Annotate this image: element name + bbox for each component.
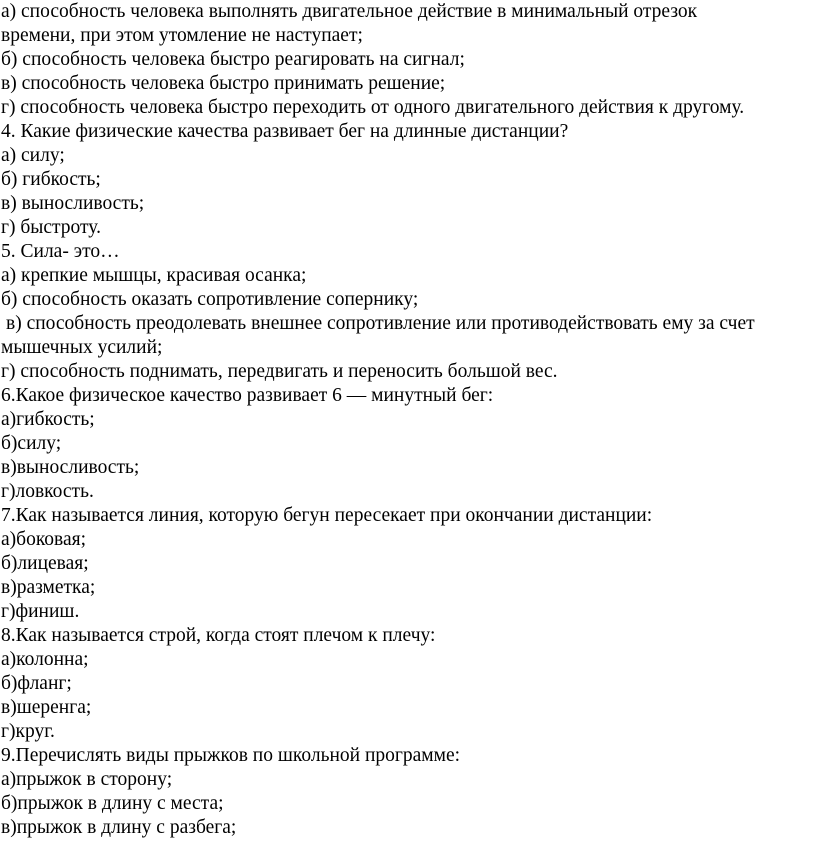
answer-option: в) выносливость; xyxy=(1,193,145,214)
answer-option: в)разметка; xyxy=(1,577,96,598)
answer-option: в)прыжок в длину с разбега; xyxy=(1,817,237,838)
answer-option: г) быстроту. xyxy=(1,217,101,238)
answer-option: б)лицевая; xyxy=(1,553,89,574)
answer-option: б)фланг; xyxy=(1,673,72,694)
question-6: 6.Какое физическое качество развивает 6 — минутный бег: xyxy=(1,385,494,406)
question-9: 9.Перечислять виды прыжков по школьной программе: xyxy=(1,745,461,766)
text-line: б) способность человека быстро реагировать на сигнал; xyxy=(1,49,465,70)
text-line: а) способность человека выполнять двигательное действие в минимальный отрезок xyxy=(1,1,698,22)
answer-option: г)финиш. xyxy=(1,601,80,622)
text-line: в) способность человека быстро принимать решение; xyxy=(1,73,446,94)
answer-option: в)выносливость; xyxy=(1,457,140,478)
text-line: г) способность человека быстро переходить от одного двигательного действия к другому. xyxy=(1,97,745,118)
question-4: 4. Какие физические качества развивает бег на длинные дистанции? xyxy=(1,121,569,142)
answer-option: а) силу; xyxy=(1,145,65,166)
answer-option: а)прыжок в сторону; xyxy=(1,769,173,790)
answer-option: а)боковая; xyxy=(1,529,87,550)
text-line: времени, при этом утомление не наступает; xyxy=(1,25,363,46)
answer-option: г)круг. xyxy=(1,721,55,742)
question-7: 7.Как называется линия, которую бегун пересекает при окончании дистанции: xyxy=(1,505,653,526)
answer-option: б) гибкость; xyxy=(1,169,101,190)
question-8: 8.Как называется строй, когда стоят плечом к плечу: xyxy=(1,625,436,646)
question-5: 5. Сила- это… xyxy=(1,241,120,262)
text-line: мышечных усилий; xyxy=(1,337,163,358)
answer-option: б)силу; xyxy=(1,433,62,454)
answer-option: а) крепкие мышцы, красивая осанка; xyxy=(1,265,307,286)
answer-option: г)ловкость. xyxy=(1,481,94,502)
answer-option: б) способность оказать сопротивление сопернику; xyxy=(1,289,419,310)
answer-option: б)прыжок в длину с места; xyxy=(1,793,224,814)
answer-option: в) способность преодолевать внешнее сопротивление или противодействовать ему за счет xyxy=(6,313,755,334)
answer-option: а)гибкость; xyxy=(1,409,95,430)
answer-option: г) способность поднимать, передвигать и переносить большой вес. xyxy=(1,361,558,382)
answer-option: а)колонна; xyxy=(1,649,89,670)
answer-option: в)шеренга; xyxy=(1,697,92,718)
